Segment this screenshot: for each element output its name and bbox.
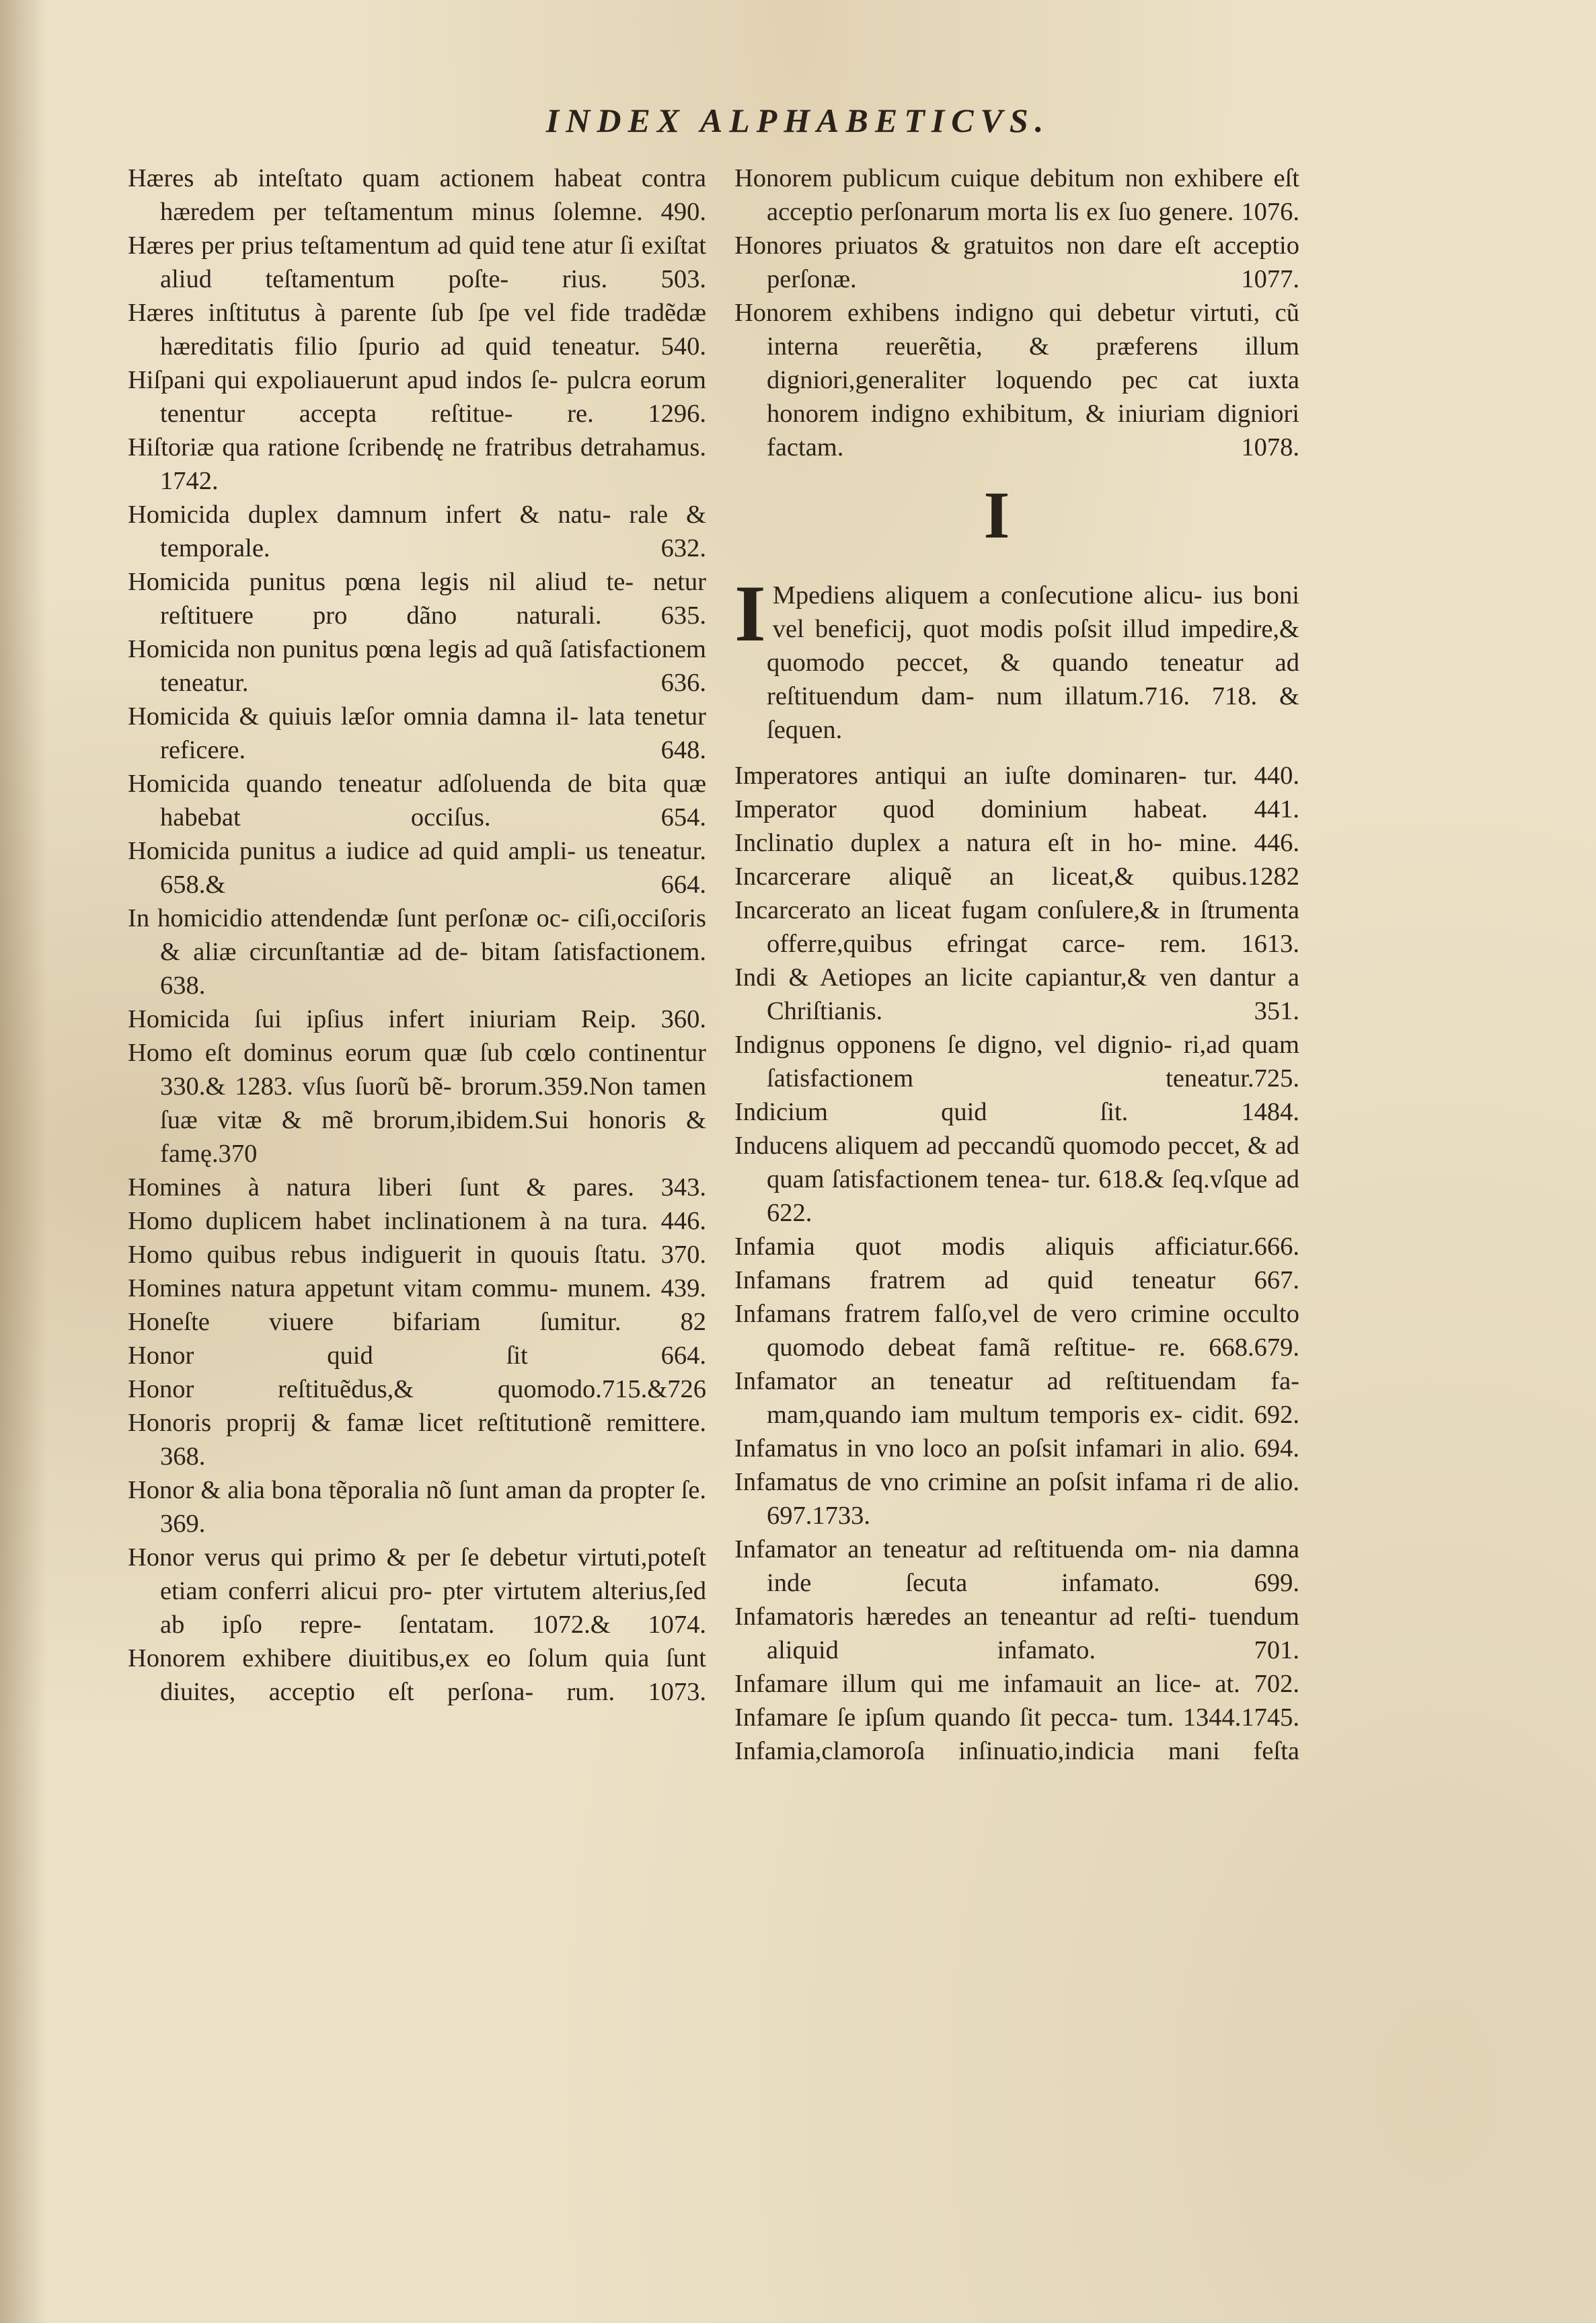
lead-entry-text: Mpediens aliquem a conſecutione alicu- ius boni vel beneficij, quot modis poſsit illud impedire,& quomodo peccet, & quando teneatur ad reſtituendum dam- num illatum.716. 718. & ſequen. (767, 581, 1299, 744)
index-entry: Homicida punitus a iudice ad quid ampli- us teneatur. 658.& 664. (128, 837, 706, 899)
index-entry: Indignus opponens ſe digno, vel dignio- ri,ad quam ſatisfactionem teneatur.725. (734, 1031, 1299, 1093)
index-entry: Honorem exhibens indigno qui debetur virtuti, cũ interna reuerẽtia, & præferens illum digniori,generaliter loquendo pec cat iuxta honorem indigno exhibitum, & iniuriam digniori factam. 1078. (734, 299, 1299, 462)
index-entry: Inducens aliquem ad peccandũ quomodo peccet, & ad quam ſatisfactionem tenea- tur. 618.& ſeq.vſque ad 622. (734, 1132, 1299, 1227)
index-entry: Honores priuatos & gratuitos non dare eſt acceptio perſonæ. 1077. (734, 231, 1299, 293)
index-entry: In homicidio attendendæ ſunt perſonæ oc- ciſi,occiſoris & aliæ circunſtantiæ ad de- bitam ſatisfactionem. 638. (128, 904, 706, 1000)
left-column (128, 161, 706, 1709)
section-lead-entry (734, 568, 1299, 747)
index-entry: Hæres ab inteſtato quam actionem habeat contra hæredem per teſtamentum minus ſolemne. 490. (128, 164, 706, 226)
section-letter: I (983, 478, 1010, 552)
index-entry: Infamator an teneatur ad reſtituenda om- nia damna inde ſecuta infamato. 699. (734, 1535, 1299, 1597)
index-entry: Inclinatio duplex a natura eſt in ho- mine. 446. (734, 829, 1299, 857)
index-entry: Homo quibus rebus indiguerit in quouis ſtatu. 370. (128, 1241, 706, 1269)
index-entry: Honor quid ſit 664. (128, 1341, 706, 1370)
index-entry: Honor & alia bona tẽporalia nõ ſunt aman da propter ſe. 369. (128, 1476, 706, 1538)
index-entry: Indi & Aetiopes an licite capiantur,& ven dantur a Chriſtianis. 351. (734, 963, 1299, 1025)
index-entry: Hiſpani qui expoliauerunt apud indos ſe- pulcra eorum tenentur accepta reſtitue- re. 1296. (128, 366, 706, 428)
index-entry: Infamatoris hæredes an teneantur ad reſti- tuendum aliquid infamato. 701. (734, 1602, 1299, 1664)
index-entry: Homicida non punitus pœna legis ad quã ſatisfactionem teneatur. 636. (128, 635, 706, 697)
index-entry: Hæres inſtitutus à parente ſub ſpe vel fide tradẽdæ hæreditatis filio ſpurio ad quid teneatur. 540. (128, 299, 706, 361)
index-entry: Imperatores antiqui an iuſte dominaren- tur. 440. (734, 762, 1299, 790)
index-entry: Honorem publicum cuique debitum non exhibere eſt acceptio perſonarum morta lis ex ſuo genere. 1076. (734, 164, 1299, 226)
index-entry: Indicium quid ſit. 1484. (734, 1098, 1299, 1126)
index-entry: Homicida quando teneatur adſoluenda de bita quæ habebat occiſus. 654. (128, 770, 706, 832)
index-entry: Homines natura appetunt vitam commu- munem. 439. (128, 1274, 706, 1302)
index-entry: Homicida punitus pœna legis nil aliud te- netur reſtituere pro dãno naturali. 635. (128, 568, 706, 630)
index-entry: Homicida ſui ipſius infert iniuriam Reip. 360. (128, 1005, 706, 1033)
index-entry: Incarcerare aliquẽ an liceat,& quibus.1282 (734, 862, 1299, 891)
index-entry: Infamia quot modis aliquis afficiatur.666. (734, 1232, 1299, 1261)
index-entry: Infamatus de vno crimine an poſsit infama ri de alio. 697.1733. (734, 1468, 1299, 1530)
index-entry: Infamia,clamoroſa inſinuatio,indicia mani feſta (734, 1737, 1299, 1765)
running-header: INDEX ALPHABETICVS. (545, 102, 1051, 139)
index-entry: Homicida duplex damnum infert & natu- rale & temporale. 632. (128, 501, 706, 562)
drop-cap: I (734, 568, 766, 658)
index-entry: Homo duplicem habet inclinationem à na tura. 446. (128, 1207, 706, 1235)
index-entry: Incarcerato an liceat fugam conſulere,& in ſtrumenta offerre,quibus efringat carce- rem. 1613. (734, 896, 1299, 958)
page-gutter-shadow (0, 0, 47, 2323)
index-entry: Hæres per prius teſtamentum ad quid tene atur ſi exiſtat aliud teſtamentum poſte- rius. 503. (128, 231, 706, 293)
index-entry: Imperator quod dominium habeat. 441. (734, 795, 1299, 823)
index-entry: Honeſte viuere bifariam ſumitur. 82 (128, 1308, 706, 1336)
index-entry: Honoris proprij & famæ licet reſtitutionẽ remittere. 368. (128, 1409, 706, 1471)
index-entry: Homo eſt dominus eorum quæ ſub cœlo continentur 330.& 1283. vſus ſuorũ bẽ- brorum.359.Non tamen ſuæ vitæ & mẽ brorum,ibidem.Sui honoris & famę.370 (128, 1039, 706, 1168)
index-entry: Infamare ſe ipſum quando ſit pecca- tum. 1344.1745. (734, 1703, 1299, 1732)
index-entry: Infamans fratrem falſo,vel de vero crimine occulto quomodo debeat famã reſtitue- re. 668.679. (734, 1300, 1299, 1362)
index-entry: Infamare illum qui me infamauit an lice- at. 702. (734, 1670, 1299, 1698)
index-entry: Infamatus in vno loco an poſsit infamari in alio. 694. (734, 1434, 1299, 1463)
index-entry: Hiſtoriæ qua ratione ſcribendę ne fratribus detrahamus. 1742. (128, 433, 706, 495)
index-entry: Honorem exhibere diuitibus,ex eo ſolum quia ſunt diuites, acceptio eſt perſona- rum. 1073. (128, 1644, 706, 1706)
index-entry: Infamator an teneatur ad reſtituendam fa- mam,quando iam multum temporis ex- cidit. 692. (734, 1367, 1299, 1429)
index-entry: Infamans fratrem ad quid teneatur 667. (734, 1266, 1299, 1294)
index-entry: Honor reſtituẽdus,& quomodo.715.&726 (128, 1375, 706, 1403)
index-entry: Homicida & quiuis læſor omnia damna il- lata tenetur reficere. 648. (128, 702, 706, 764)
right-column (734, 161, 1299, 1768)
index-entry: Homines à natura liberi ſunt & pares. 343. (128, 1173, 706, 1202)
index-entry: Honor verus qui primo & per ſe debetur virtuti,poteſt etiam conferri alicui pro- pter virtutem alterius,ſed ab ipſo repre- ſentatam. 1072.& 1074. (128, 1543, 706, 1639)
